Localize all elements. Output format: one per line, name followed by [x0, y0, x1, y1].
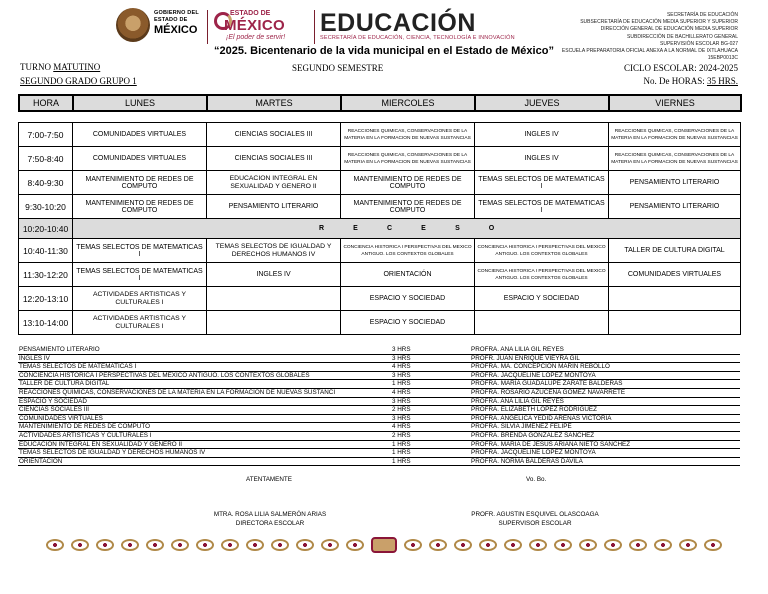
atentamente-label: ATENTAMENTE [246, 476, 292, 483]
teacher-name: PROFRA. ANA LILIA GIL REYES [471, 397, 564, 405]
subject-hours: 3 HRS [392, 354, 411, 362]
recess-letter: O [488, 225, 495, 232]
col-miercoles: MIERCOLES [341, 95, 475, 111]
teacher-name: PROFRA. JACQUELINE LOPEZ MONTOYA [471, 371, 596, 379]
recess-letter: C [386, 225, 393, 232]
ornament-link [454, 539, 472, 551]
class-cell: ACTIVIDADES ARTISTICAS Y CULTURALES I [73, 311, 207, 335]
subject-hours: 1 HRS [392, 440, 411, 448]
class-cell: REACCIONES QUIMICAS, CONSERVACIONES DE LA MATERIA EN LA FORMACION DE NUEVAS SUSTANCIAS [341, 147, 475, 171]
list-item [18, 441, 740, 450]
subject-name: EDUCACION INTEGRAL EN SEXUALIDAD Y GENERO II [19, 440, 182, 448]
class-cell: MANTENIMIENTO DE REDES DE COMPUTO [341, 195, 475, 219]
education-title: EDUCACIÓN [320, 9, 476, 37]
subject-name: INGLES IV [19, 354, 50, 362]
vobo-label: Vo. Bo. [526, 476, 547, 483]
ornament-link [246, 539, 264, 551]
schedule-row [19, 287, 741, 311]
supervisor-role: SUPERVISOR ESCOLAR [498, 520, 572, 527]
list-item [18, 355, 740, 364]
class-cell: PENSAMIENTO LITERARIO [609, 195, 741, 219]
grupo: SEGUNDO GRADO GRUPO 1 [20, 76, 137, 86]
list-item [18, 380, 740, 389]
list-item [18, 458, 740, 467]
header-divider [314, 10, 315, 44]
decorative-band [46, 536, 722, 554]
ornament-link [629, 539, 647, 551]
class-cell: TEMAS SELECTOS DE MATEMATICAS I [475, 171, 609, 195]
subject-name: CONCIENCIA HISTORICA I PERSPECTIVAS DEL MEXICO ANTIGUO. LOS CONTEXTOS GLOBALES [19, 371, 310, 379]
ornament-link [429, 539, 447, 551]
class-cell: PENSAMIENTO LITERARIO [207, 195, 341, 219]
ornament-link [71, 539, 89, 551]
teacher-name: PROFR. JUAN ENRIQUE VIEYRA GIL [471, 354, 580, 362]
ornament-link [271, 539, 289, 551]
recess-letter: R [318, 225, 325, 232]
turno [20, 62, 100, 72]
gov-line-1: GOBIERNO DEL [154, 10, 199, 16]
list-item [18, 432, 740, 441]
recess-letter: E [353, 225, 358, 232]
class-cell: MANTENIMIENTO DE REDES DE COMPUTO [73, 171, 207, 195]
hour-cell: 12:20-13:10 [19, 287, 73, 311]
col-jueves: JUEVES [475, 95, 609, 111]
ornament-link [604, 539, 622, 551]
subject-hours: 1 HRS [392, 380, 411, 388]
horas-total [643, 76, 738, 86]
semestre: SEGUNDO SEMESTRE [292, 63, 384, 73]
class-cell [609, 287, 741, 311]
recess-letter: S [455, 225, 460, 232]
gov-line-2: ESTADO DE [154, 16, 188, 23]
edomex-line-2: MÉXICO [224, 17, 285, 34]
edomex-line-1: ESTADO DE [230, 10, 271, 17]
teacher-name: PROFRA. MA. CONCEPCION MARIN REBOLLO [471, 363, 610, 371]
ornament-link [679, 539, 697, 551]
supervisor-name: PROFR. AGUSTIN ESQUIVEL OLASCOAGA [471, 511, 599, 518]
col-lunes: LUNES [73, 95, 207, 111]
supervisor-signature [470, 511, 600, 527]
teacher-name: PROFRA. ANGELICA YEDID ARENAS VICTORIA [471, 414, 612, 422]
recess-row [19, 219, 741, 239]
subject-hours: 2 HRS [392, 406, 411, 414]
schedule-row [19, 123, 741, 147]
class-cell: CONCIENCIA HISTORICA I PERSPECTIVAS DEL MEXICO ANTIGUO. LOS CONTEXTOS GLOBALES [341, 239, 475, 263]
horas-label: No. De HORAS: [643, 76, 705, 86]
ornament-link [171, 539, 189, 551]
class-cell: COMUNIDADES VIRTUALES [609, 263, 741, 287]
teacher-name: PROFRA. MARIA DE JESUS ARIANA NIETO SANCHEZ [471, 440, 631, 448]
subject-hours: 4 HRS [392, 423, 411, 431]
teacher-name: PROFRA. ELIZABETH LOPEZ RODRIGUEZ [471, 406, 597, 414]
ornament-link [196, 539, 214, 551]
institution-line: ESCUELA PREPARATORIA OFICIAL ANEXA A LA NORMAL DE IXTLAHUACA [561, 48, 738, 55]
class-cell: MANTENIMIENTO DE REDES DE COMPUTO [73, 195, 207, 219]
subject-name: TEMAS SELECTOS DE MATEMATICAS I [19, 363, 137, 371]
subject-hours: 1 HRS [392, 449, 411, 457]
class-cell [475, 311, 609, 335]
gov-logo-text [154, 11, 202, 36]
subject-name: MANTENIMIENTO DE REDES DE COMPUTO [19, 423, 150, 431]
class-cell: TEMAS SELECTOS DE MATEMATICAS I [73, 239, 207, 263]
class-cell: TEMAS SELECTOS DE IGUALDAD Y DERECHOS HUMANOS IV [207, 239, 341, 263]
institution-line: DIRECCIÓN GENERAL DE EDUCACIÓN MEDIA SUPERIOR [600, 26, 738, 33]
state-seal-logo [116, 8, 150, 42]
col-viernes: VIERNES [609, 95, 741, 111]
class-cell: INGLES IV [475, 147, 609, 171]
class-cell: REACCIONES QUIMICAS, CONSERVACIONES DE LA MATERIA EN LA FORMACION DE NUEVAS SUSTANCIAS [341, 123, 475, 147]
ornament-link [121, 539, 139, 551]
ornament-link [296, 539, 314, 551]
class-cell: CONCIENCIA HISTORICA I PERSPECTIVAS DEL MEXICO ANTIGUO. LOS CONTEXTOS GLOBALES [475, 263, 609, 287]
recess-banner [73, 219, 741, 239]
teacher-name: PROFRA. MARIA GUADALUPE ZARATE BALDERAS [471, 380, 623, 388]
class-cell: MANTENIMIENTO DE REDES DE COMPUTO [341, 171, 475, 195]
class-cell: REACCIONES QUIMICAS, CONSERVACIONES DE LA MATERIA EN LA FORMACION DE NUEVAS SUSTANCIAS [609, 147, 741, 171]
class-cell: ESPACIO Y SOCIEDAD [475, 287, 609, 311]
turno-value: MATUTINO [53, 62, 101, 72]
hour-cell: 8:40-9:30 [19, 171, 73, 195]
ornament-link [96, 539, 114, 551]
class-cell: CIENCIAS SOCIALES III [207, 123, 341, 147]
edomex-logo [214, 8, 308, 44]
ornament-link [579, 539, 597, 551]
subject-hours: 3 HRS [392, 397, 411, 405]
list-item [18, 406, 740, 415]
class-cell: COMUNIDADES VIRTUALES [73, 123, 207, 147]
subject-name: TEMAS SELECTOS DE IGUALDAD Y DERECHOS HUMANOS IV [19, 449, 206, 457]
class-cell: EDUCACION INTEGRAL EN SEXUALIDAD Y GENERO II [207, 171, 341, 195]
class-cell: ESPACIO Y SOCIEDAD [341, 311, 475, 335]
subject-hours: 4 HRS [392, 388, 411, 396]
ornament-link [346, 539, 364, 551]
hour-cell: 7:50-8:40 [19, 147, 73, 171]
schedule-row [19, 263, 741, 287]
hour-cell: 11:30-12:20 [19, 263, 73, 287]
list-item [18, 372, 740, 381]
schedule-grid [18, 122, 741, 335]
gov-line-3: MÉXICO [154, 24, 198, 36]
class-cell: REACCIONES QUIMICAS, CONSERVACIONES DE LA MATERIA EN LA FORMACION DE NUEVAS SUSTANCIAS [609, 123, 741, 147]
teacher-name: PROFRA. ANA LILIA GIL REYES [471, 346, 564, 353]
ornament-link [404, 539, 422, 551]
recess-letter: E [421, 225, 426, 232]
hour-cell: 9:30-10:20 [19, 195, 73, 219]
schedule-header [18, 94, 742, 112]
subject-name: ESPACIO Y SOCIEDAD [19, 397, 87, 405]
director-name: MTRA. ROSA LILIA SALMERÓN ARIAS [213, 511, 327, 518]
class-cell: CONCIENCIA HISTORICA I PERSPECTIVAS DEL MEXICO ANTIGUO. LOS CONTEXTOS GLOBALES [475, 239, 609, 263]
ornament-link [529, 539, 547, 551]
subject-name: ACTIVIDADES ARTISTICAS Y CULTURALES I [19, 431, 152, 439]
director-role: DIRECTORA ESCOLAR [235, 520, 305, 527]
teacher-name: PROFRA. BRENDA GONZALEZ SANCHEZ [471, 431, 595, 439]
education-subtitle: SECRETARÍA DE EDUCACIÓN, CIENCIA, TECNOLOGÍA E INNOVACIÓN [320, 35, 515, 41]
institution-line: 15EBP0013C [707, 55, 738, 62]
col-hora: HORA [19, 95, 73, 111]
col-martes: MARTES [207, 95, 341, 111]
schedule-row [19, 171, 741, 195]
edomex-line-3: ¡El poder de servir! [226, 34, 286, 41]
teacher-name: PROFRA. JACQUELINE LOPEZ MONTOYA [471, 449, 596, 457]
class-cell: ORIENTACIÓN [341, 263, 475, 287]
class-cell: TEMAS SELECTOS DE MATEMATICAS I [475, 195, 609, 219]
subject-hours: 3 HRS [392, 371, 411, 379]
ornament-link [146, 539, 164, 551]
institution-line: SUBSECRETARÍA DE EDUCACIÓN MEDIA SUPERIOR Y SUPERIOR [580, 19, 738, 26]
class-cell: COMUNIDADES VIRTUALES [73, 147, 207, 171]
turno-label: TURNO [20, 62, 51, 72]
class-cell [609, 311, 741, 335]
ornament-link [504, 539, 522, 551]
ornament-link [479, 539, 497, 551]
institution-line: SUPERVISIÓN ESCOLAR BG-027 [660, 40, 738, 47]
hour-cell: 10:20-10:40 [19, 219, 73, 239]
schedule-row [19, 195, 741, 219]
list-item [18, 398, 740, 407]
list-item [18, 415, 740, 424]
class-cell: ACTIVIDADES ARTISTICAS Y CULTURALES I [73, 287, 207, 311]
schedule-row [19, 311, 741, 335]
class-cell: ESPACIO Y SOCIEDAD [341, 287, 475, 311]
ornament-link [654, 539, 672, 551]
class-cell: TEMAS SELECTOS DE MATEMATICAS I [73, 263, 207, 287]
ornament-link [554, 539, 572, 551]
list-item [18, 346, 740, 355]
director-signature [212, 511, 328, 527]
teacher-name: PROFRA. NORMA BALDERAS DAVILA [471, 457, 583, 465]
hour-cell: 13:10-14:00 [19, 311, 73, 335]
list-item [18, 389, 740, 398]
teacher-list [18, 346, 740, 466]
slogan: “2025. Bicentenario de la vida municipal en el Estado de México” [214, 45, 554, 57]
subject-name: TALLER DE CULTURA DIGITAL [19, 380, 110, 388]
teacher-name: PROFRA. ROSARIO AZUCENA GOMEZ NAVARRETE [471, 388, 626, 396]
subject-hours: 2 HRS [392, 431, 411, 439]
class-cell: INGLES IV [475, 123, 609, 147]
subject-name: ORIENTACION [19, 457, 63, 465]
institution-line: SECRETARÍA DE EDUCACIÓN [666, 12, 738, 18]
subject-hours: 4 HRS [392, 363, 411, 371]
subject-hours: 3 HRS [392, 346, 411, 353]
horas-value: 35 HRS. [706, 76, 738, 86]
ciclo-escolar: CICLO ESCOLAR: 2024-2025 [623, 63, 738, 73]
class-cell: INGLES IV [207, 263, 341, 287]
list-item [18, 363, 740, 372]
ornament-link [46, 539, 64, 551]
subject-hours: 1 HRS [392, 457, 411, 465]
class-cell: PENSAMIENTO LITERARIO [609, 171, 741, 195]
class-cell: TALLER DE CULTURA DIGITAL [609, 239, 741, 263]
class-cell [207, 311, 341, 335]
schedule-row [19, 239, 741, 263]
ornament-link [704, 539, 722, 551]
subject-name: REACCIONES QUIMICAS, CONSERVACIONES DE LA MATERIA EN LA FORMACION DE NUEVAS SUSTANCI [19, 388, 336, 396]
class-cell [207, 287, 341, 311]
hour-cell: 10:40-11:30 [19, 239, 73, 263]
institution-line: SUBDIRECCIÓN DE BACHILLERATO GENERAL [627, 33, 738, 40]
ornament-center [371, 537, 397, 553]
ornament-link [321, 539, 339, 551]
list-item [18, 449, 740, 458]
header-divider [207, 10, 208, 44]
teacher-name: PROFRA. SILVIA JIMENEZ FELIPE [471, 423, 572, 431]
schedule-row [19, 147, 741, 171]
ornament-link [221, 539, 239, 551]
class-cell: CIENCIAS SOCIALES III [207, 147, 341, 171]
list-item [18, 423, 740, 432]
subject-hours: 3 HRS [392, 414, 411, 422]
subject-name: CIENCIAS SOCIALES III [19, 406, 89, 414]
hour-cell: 7:00-7:50 [19, 123, 73, 147]
subject-name: COMUNIDADES VIRTUALES [19, 414, 103, 422]
subject-name: PENSAMIENTO LITERARIO [19, 346, 100, 353]
